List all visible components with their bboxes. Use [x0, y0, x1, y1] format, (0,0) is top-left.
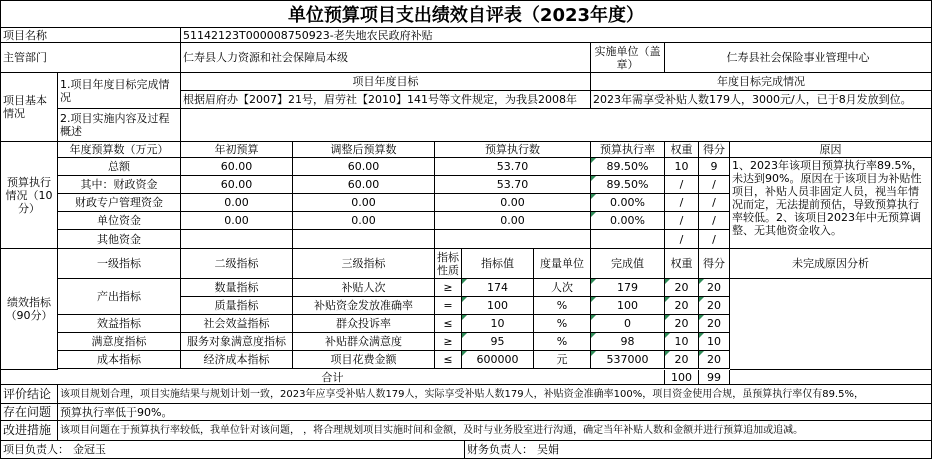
- perf-cell-l2: 服务对象满意度指标: [181, 333, 293, 351]
- budget-header-initial: 年初预算: [181, 142, 293, 158]
- completion-header: 年度目标完成情况: [591, 73, 932, 91]
- perf-cell-weight: 20: [665, 297, 699, 315]
- perf-cell-l1: 成本指标: [58, 351, 181, 369]
- perf-header-analysis: 未完成原因分析: [730, 249, 932, 279]
- budget-header-score: 得分: [699, 142, 730, 158]
- perf-cell-target: 10: [462, 315, 534, 333]
- impl-row-label: 2.项目实施内容及过程概述: [58, 109, 181, 142]
- perf-cell-done: 537000: [591, 351, 665, 369]
- budget-cell-name: 其中：财政资金: [58, 176, 181, 194]
- perf-cell-l3: 群众投诉率: [293, 315, 435, 333]
- budget-cell-initial: 60.00: [181, 176, 293, 194]
- impl-unit-label: 实施单位（盖章）: [591, 43, 665, 73]
- total-score: 99: [699, 370, 730, 385]
- perf-cell-l1: 产出指标: [58, 279, 181, 315]
- perf-cell-target: 95: [462, 333, 534, 351]
- budget-cell-adjusted: 60.00: [293, 158, 435, 176]
- leader-cell: [0, 441, 465, 459]
- perf-cell-unit: %: [534, 315, 591, 333]
- budget-header-weight: 权重: [665, 142, 699, 158]
- perf-cell-weight: 20: [665, 315, 699, 333]
- budget-header-executed: 预算执行数: [435, 142, 591, 158]
- budget-cell-rate: 89.50%: [591, 176, 665, 194]
- perf-cell-target: 600000: [462, 351, 534, 369]
- budget-cell-initial: 0.00: [181, 194, 293, 212]
- perf-cell-done: 100: [591, 297, 665, 315]
- budget-header-rate: 预算执行率: [591, 142, 665, 158]
- perf-header-done: 完成值: [591, 249, 665, 279]
- dept-value: 仁寿县人力资源和社会保障局本级: [181, 43, 591, 73]
- perf-header-unit: 度量单位: [534, 249, 591, 279]
- perf-cell-score: 10: [699, 333, 730, 351]
- perf-cell-done: 0: [591, 315, 665, 333]
- perf-cell-l2: 数量指标: [181, 279, 293, 297]
- perf-header-target: 指标值: [462, 249, 534, 279]
- leader-name: 金冠玉: [73, 443, 106, 456]
- dept-label: 主管部门: [0, 43, 181, 73]
- budget-side-label: 预算执行情况（10分）: [0, 142, 58, 249]
- issue-text: 预算执行率低于90%。: [58, 404, 932, 421]
- budget-header-reason: 原因: [730, 142, 932, 158]
- budget-cell-weight: 10: [665, 158, 699, 176]
- perf-analysis-value: [730, 279, 932, 370]
- perf-header-weight: 权重: [665, 249, 699, 279]
- budget-cell-initial: 0.00: [181, 212, 293, 230]
- perf-cell-weight: 20: [665, 279, 699, 297]
- perf-cell-op: ≤: [435, 315, 462, 333]
- finance-name: 吴娟: [537, 443, 559, 456]
- finance-cell: [465, 441, 932, 459]
- project-name-value: 51142123T000008750923-老失地农民政府补贴: [181, 28, 932, 43]
- budget-cell-initial: [181, 230, 293, 249]
- perf-cell-l2: 社会效益指标: [181, 315, 293, 333]
- perf-header-score: 得分: [699, 249, 730, 279]
- perf-cell-target: 174: [462, 279, 534, 297]
- perf-cell-op: ≤: [435, 351, 462, 369]
- goal-text: 根据眉府办【2007】21号，眉劳社【2010】141号等文件规定，为我县2008年: [181, 91, 591, 109]
- budget-reason: 1、2023年该项目预算执行率89.5%，未达到90%。原因在于该项目为补贴性项目，补贴人员非固定人员，视当年情况而定，无法提前预估，导致预算执行率较低。2、该项目2023年中无预算调整、无其他资金收入。: [730, 158, 932, 249]
- perf-cell-score: 20: [699, 297, 730, 315]
- perf-cell-score: 20: [699, 315, 730, 333]
- eval-label: 评价结论: [0, 385, 58, 404]
- budget-cell-weight: /: [665, 194, 699, 212]
- budget-cell-executed: 0.00: [435, 194, 591, 212]
- eval-text: 该项目规划合理，项目实施结果与规划计划一致，2023年应享受补贴人数179人，实际享受补贴人数179人，补贴资金准确率100%，项目资金使用合规，虽预算执行率仅有89.5%，: [58, 385, 932, 404]
- perf-cell-target: 100: [462, 297, 534, 315]
- budget-cell-weight: /: [665, 212, 699, 230]
- perf-header-l1: 一级指标: [58, 249, 181, 279]
- budget-cell-rate: 0.00%: [591, 212, 665, 230]
- total-blank: [730, 370, 932, 385]
- budget-cell-name: 总额: [58, 158, 181, 176]
- budget-cell-score: /: [699, 212, 730, 230]
- budget-cell-adjusted: [293, 230, 435, 249]
- perf-cell-score: 20: [699, 351, 730, 369]
- total-label: 合计: [0, 370, 665, 385]
- perf-cell-l1: 满意度指标: [58, 333, 181, 351]
- budget-cell-adjusted: 60.00: [293, 176, 435, 194]
- budget-cell-weight: /: [665, 176, 699, 194]
- perf-cell-done: 179: [591, 279, 665, 297]
- sheet-title: 单位预算项目支出绩效自评表（2023年度）: [0, 0, 932, 28]
- project-name-label: 项目名称: [0, 28, 181, 43]
- fix-label: 改进措施: [0, 421, 58, 441]
- completion-text: 2023年需享受补贴人数179人，3000元/人，已于8月发放到位。: [591, 91, 932, 109]
- budget-cell-rate: 0.00%: [591, 194, 665, 212]
- perf-cell-l3: 项目花费金额: [293, 351, 435, 369]
- perf-cell-l2: 经济成本指标: [181, 351, 293, 369]
- perf-cell-op: =: [435, 297, 462, 315]
- budget-cell-executed: [435, 230, 591, 249]
- perf-cell-l1: 效益指标: [58, 315, 181, 333]
- perf-header-l3: 三级指标: [293, 249, 435, 279]
- perf-header-l2: 二级指标: [181, 249, 293, 279]
- budget-cell-score: /: [699, 176, 730, 194]
- perf-cell-score: 20: [699, 279, 730, 297]
- perf-cell-l2: 质量指标: [181, 297, 293, 315]
- budget-cell-name: 其他资金: [58, 230, 181, 249]
- perf-cell-weight: 10: [665, 333, 699, 351]
- budget-cell-adjusted: 0.00: [293, 194, 435, 212]
- budget-cell-name: 财政专户管理资金: [58, 194, 181, 212]
- perf-cell-l3: 补贴群众满意度: [293, 333, 435, 351]
- basic-info-label: 项目基本情况: [0, 73, 58, 142]
- budget-header-adjusted: 调整后预算数: [293, 142, 435, 158]
- issue-label: 存在问题: [0, 404, 58, 421]
- impl-unit-value: 仁寿县社会保险事业管理中心: [665, 43, 932, 73]
- budget-cell-score: 9: [699, 158, 730, 176]
- perf-cell-unit: %: [534, 297, 591, 315]
- budget-cell-executed: 53.70: [435, 158, 591, 176]
- leader-label: 项目负责人：: [3, 443, 69, 456]
- budget-cell-executed: 53.70: [435, 176, 591, 194]
- perf-cell-l3: 补贴资金发放准确率: [293, 297, 435, 315]
- perf-cell-done: 98: [591, 333, 665, 351]
- finance-label: 财务负责人：: [467, 443, 533, 456]
- total-weight: 100: [665, 370, 699, 385]
- perf-header-op: 指标性质: [435, 249, 462, 279]
- perf-cell-l3: 补贴人次: [293, 279, 435, 297]
- budget-header-name: 年度预算数（万元）: [58, 142, 181, 158]
- budget-cell-score: /: [699, 194, 730, 212]
- perf-cell-weight: 20: [665, 351, 699, 369]
- perf-cell-unit: 人次: [534, 279, 591, 297]
- budget-cell-name: 单位资金: [58, 212, 181, 230]
- budget-cell-rate: [591, 230, 665, 249]
- perf-cell-op: ≥: [435, 333, 462, 351]
- perf-cell-op: ≥: [435, 279, 462, 297]
- perf-cell-unit: 元: [534, 351, 591, 369]
- budget-cell-score: /: [699, 230, 730, 249]
- budget-cell-rate: 89.50%: [591, 158, 665, 176]
- perf-side-label: 绩效指标（90分）: [0, 249, 58, 370]
- goal-header: 项目年度目标: [181, 73, 591, 91]
- budget-cell-weight: /: [665, 230, 699, 249]
- budget-cell-adjusted: 0.00: [293, 212, 435, 230]
- budget-cell-initial: 60.00: [181, 158, 293, 176]
- impl-row-value: [181, 109, 932, 142]
- budget-cell-executed: 0.00: [435, 212, 591, 230]
- fix-text: 该项目问题在于预算执行率较低，我单位针对该问题， ，将合理规划项目实施时间和金额，及时与业务股室进行沟通，确定当年补贴人数和金额并进行预算追加或追减。: [58, 421, 932, 441]
- perf-cell-unit: %: [534, 333, 591, 351]
- goal-row-label: 1.项目年度目标完成情况: [58, 73, 181, 109]
